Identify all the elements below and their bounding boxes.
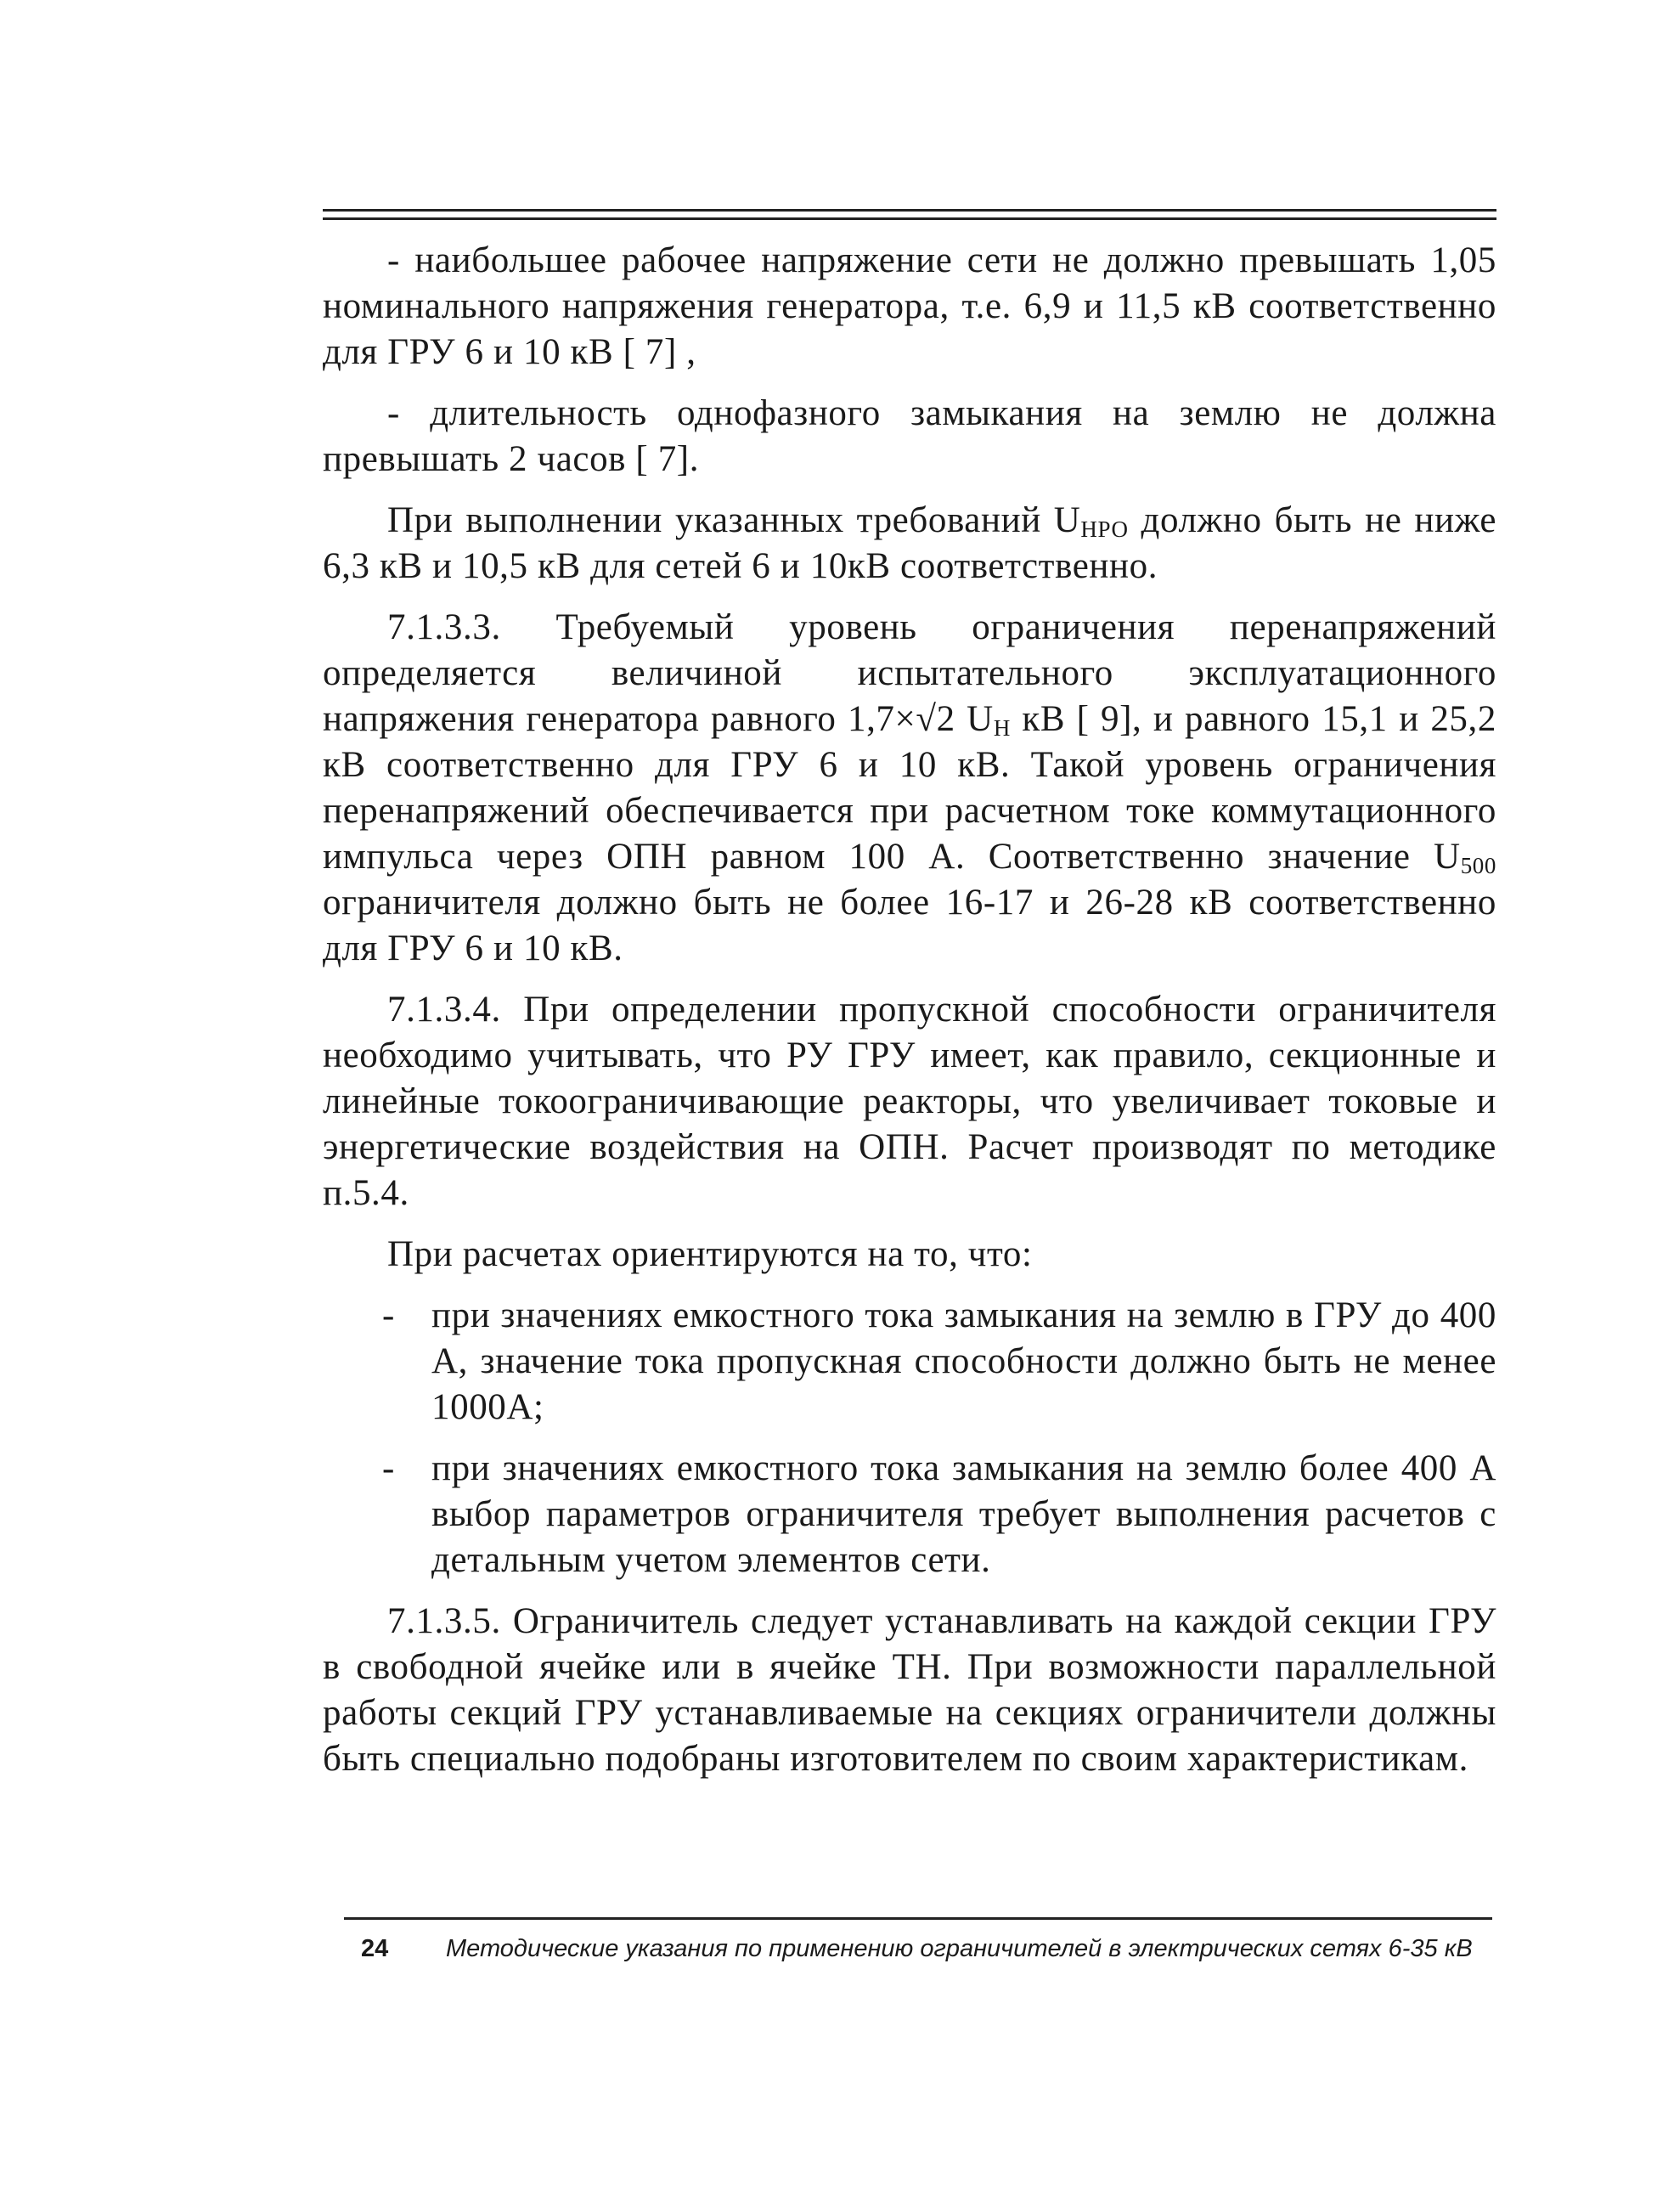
- page-footer: [361, 1935, 1499, 1963]
- list-item-text: при значениях емкостного тока замыкания на землю более 400 А выбор параметров ограничителя требует выполнения расчетов с детальным учетом элементов сети.: [431, 1448, 1496, 1580]
- paragraph-7-1-3-3: [323, 605, 1496, 972]
- text-fragment: При выполнении указанных требований U: [387, 500, 1081, 540]
- list-item: [323, 1293, 1496, 1430]
- list-item: [323, 1446, 1496, 1583]
- text-fragment: ограничителя должно быть не более 16-17 и 26-28 кВ соответственно для ГРУ 6 и 10 кВ.: [323, 883, 1496, 968]
- footer-rule: [344, 1917, 1492, 1920]
- paragraph-fault-duration: - длительность однофазного замыкания на землю не должна превышать 2 часов [ 7].: [323, 393, 1496, 479]
- header-rule-upper: [323, 209, 1496, 212]
- subscript: 500: [1460, 853, 1496, 878]
- paragraph-calculation-intro: При расчетах ориентируются на то, что:: [387, 1234, 1033, 1274]
- list-item-text: при значениях емкостного тока замыкания на землю в ГРУ до 400 А, значение тока пропускная способности должно быть не менее 1000А;: [431, 1295, 1496, 1427]
- footer-title: Методические указания по применению ограничителей в электрических сетях 6-35 кВ: [446, 1935, 1473, 1962]
- list-dash: -: [382, 1448, 395, 1488]
- paragraph-max-voltage: - наибольшее рабочее напряжение сети не должно превышать 1,05 номинального напряжения генератора, т.е. 6,9 и 11,5 кВ соответственно для ГРУ 6 и 10 кВ [ 7] ,: [323, 240, 1496, 372]
- paragraph-requirements: [323, 498, 1496, 590]
- text-fragment: должно быть не ниже 6,3 кВ и 10,5 кВ для сетей 6 и 10кВ соответственно.: [323, 500, 1497, 586]
- list-dash: -: [382, 1295, 395, 1335]
- paragraph-7-1-3-4: 7.1.3.4. При определении пропускной способности ограничителя необходимо учитывать, что РУ ГРУ имеет, как правило, секционные и линейные токоограничивающие реакторы, что увеличивает токовые и энергетические воздействия на ОПН. Расчет производят по методике п.5.4.: [323, 990, 1496, 1213]
- page-body: [323, 238, 1496, 1797]
- header-rule-lower: [323, 217, 1496, 220]
- subscript: НРО: [1080, 516, 1129, 542]
- text-fragment: 7.1.3.3. Требуемый уровень ограничения перенапряжений определяется величиной испытательного эксплуатационного напряжения генератора равного 1,7×√2 U: [323, 607, 1496, 739]
- text-fragment: кВ [ 9], и равного 15,1 и 25,2 кВ соответственно для ГРУ 6 и 10 кВ. Такой уровень ограничения перенапряжений обеспечивается при расчетном токе коммутационного импульса через ОПН равном 100 А. Соответственно значение U: [323, 699, 1496, 877]
- page-number: 24: [361, 1935, 389, 1962]
- paragraph-7-1-3-5: 7.1.3.5. Ограничитель следует устанавливать на каждой секции ГРУ в свободной ячейке или в ячейке ТН. При возможности параллельной работы секций ГРУ устанавливаемые на секциях ограничители должны быть специально подобраны изготовителем по своим характеристикам.: [323, 1601, 1496, 1779]
- subscript: Н: [993, 715, 1011, 741]
